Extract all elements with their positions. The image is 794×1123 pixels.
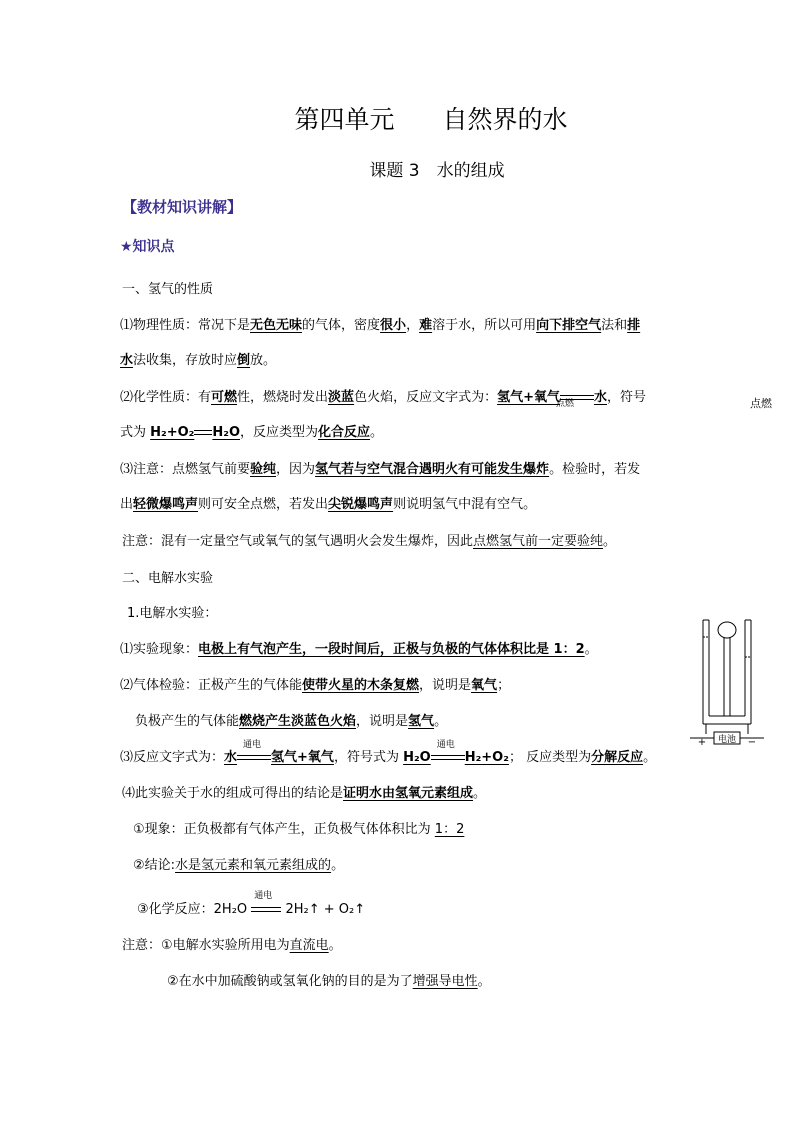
- battery-label: 电池: [717, 735, 737, 745]
- margin-note: 点燃: [750, 397, 772, 410]
- positive-terminal: +: [697, 737, 707, 748]
- exp-conclusion: ⑷此实验关于水的组成可得出的结论是证明水由氢氧元素组成。: [122, 786, 487, 801]
- exp-reaction: ⑶反应文字式为：水 通电 氢气+氧气，符号式为 H₂O 通电 H₂+O₂； 反应类型为分解反应。: [120, 740, 657, 765]
- note-electrolysis-2: ②在水中加硫酸钠或氢氧化钠的目的是为了增强导电性。: [167, 974, 491, 989]
- page-title: 第四单元 自然界的水: [294, 105, 568, 134]
- para-caution-1: ⑶注意：点燃氢气前要验纯，因为氢气若与空气混合遇明火有可能发生爆炸。检验时，若发: [120, 462, 641, 477]
- electrolysis-apparatus-diagram: [688, 612, 768, 757]
- para-caution-2: 出轻微爆鸣声则可安全点燃，若发出尖锐爆鸣声则说明氢气中混有空气。: [120, 497, 537, 512]
- para-chemical-2: 式为 H₂+O₂ H₂O，反应类型为化合反应。: [120, 425, 384, 440]
- para-physical-1: ⑴物理性质：常况下是无色无味的气体，密度很小，难溶于水，所以可用向下排空气法和排: [120, 318, 641, 333]
- summary-reaction: ③化学反应：2H₂O 通电 2H₂↑ + O₂↑: [137, 891, 366, 917]
- reservoir-bulb: [718, 622, 736, 638]
- exp-gas-test-positive: ⑵气体检验：正极产生的气体能使带火星的木条复燃，说明是氧气；: [120, 678, 511, 693]
- para-physical-2: 水法收集，存放时应倒放。: [120, 353, 277, 368]
- heading-electrolysis: 二、电解水实验: [122, 571, 214, 586]
- lesson-title: 课题 3 水的组成: [369, 161, 505, 181]
- summary-phenomenon: ①现象：正负极都有气体产生，正负极气体体积比为 1：2: [133, 822, 465, 837]
- para-chemical-1: ⑵化学性质：有可燃性，燃烧时发出淡蓝色火焰，反应文字式为：氢气+氧气 点燃 水，符号: [120, 390, 647, 409]
- exp-phenomenon: ⑴实验现象：电极上有气泡产生，一段时间后，正极与负极的气体体积比是 1：2。: [120, 642, 598, 657]
- note-electrolysis-1: 注意：①电解水实验所用电为直流电。: [122, 938, 342, 953]
- section-heading: 【教材知识讲解】: [122, 198, 243, 216]
- negative-terminal: −: [747, 737, 757, 748]
- subheading-electrolysis: 1.电解水实验：: [127, 606, 218, 621]
- heading-hydrogen-properties: 一、氢气的性质: [122, 282, 214, 297]
- exp-gas-test-negative: 负极产生的气体能燃烧产生淡蓝色火焰，说明是氢气。: [135, 714, 448, 729]
- note-hydrogen: 注意：混有一定量空气或氧气的氢气遇明火会发生爆炸，因此点燃氢气前一定要验纯。: [122, 534, 617, 549]
- knowledge-point-heading: ★知识点: [120, 239, 175, 255]
- summary-conclusion: ②结论:水是氢元素和氧元素组成的。: [133, 858, 345, 873]
